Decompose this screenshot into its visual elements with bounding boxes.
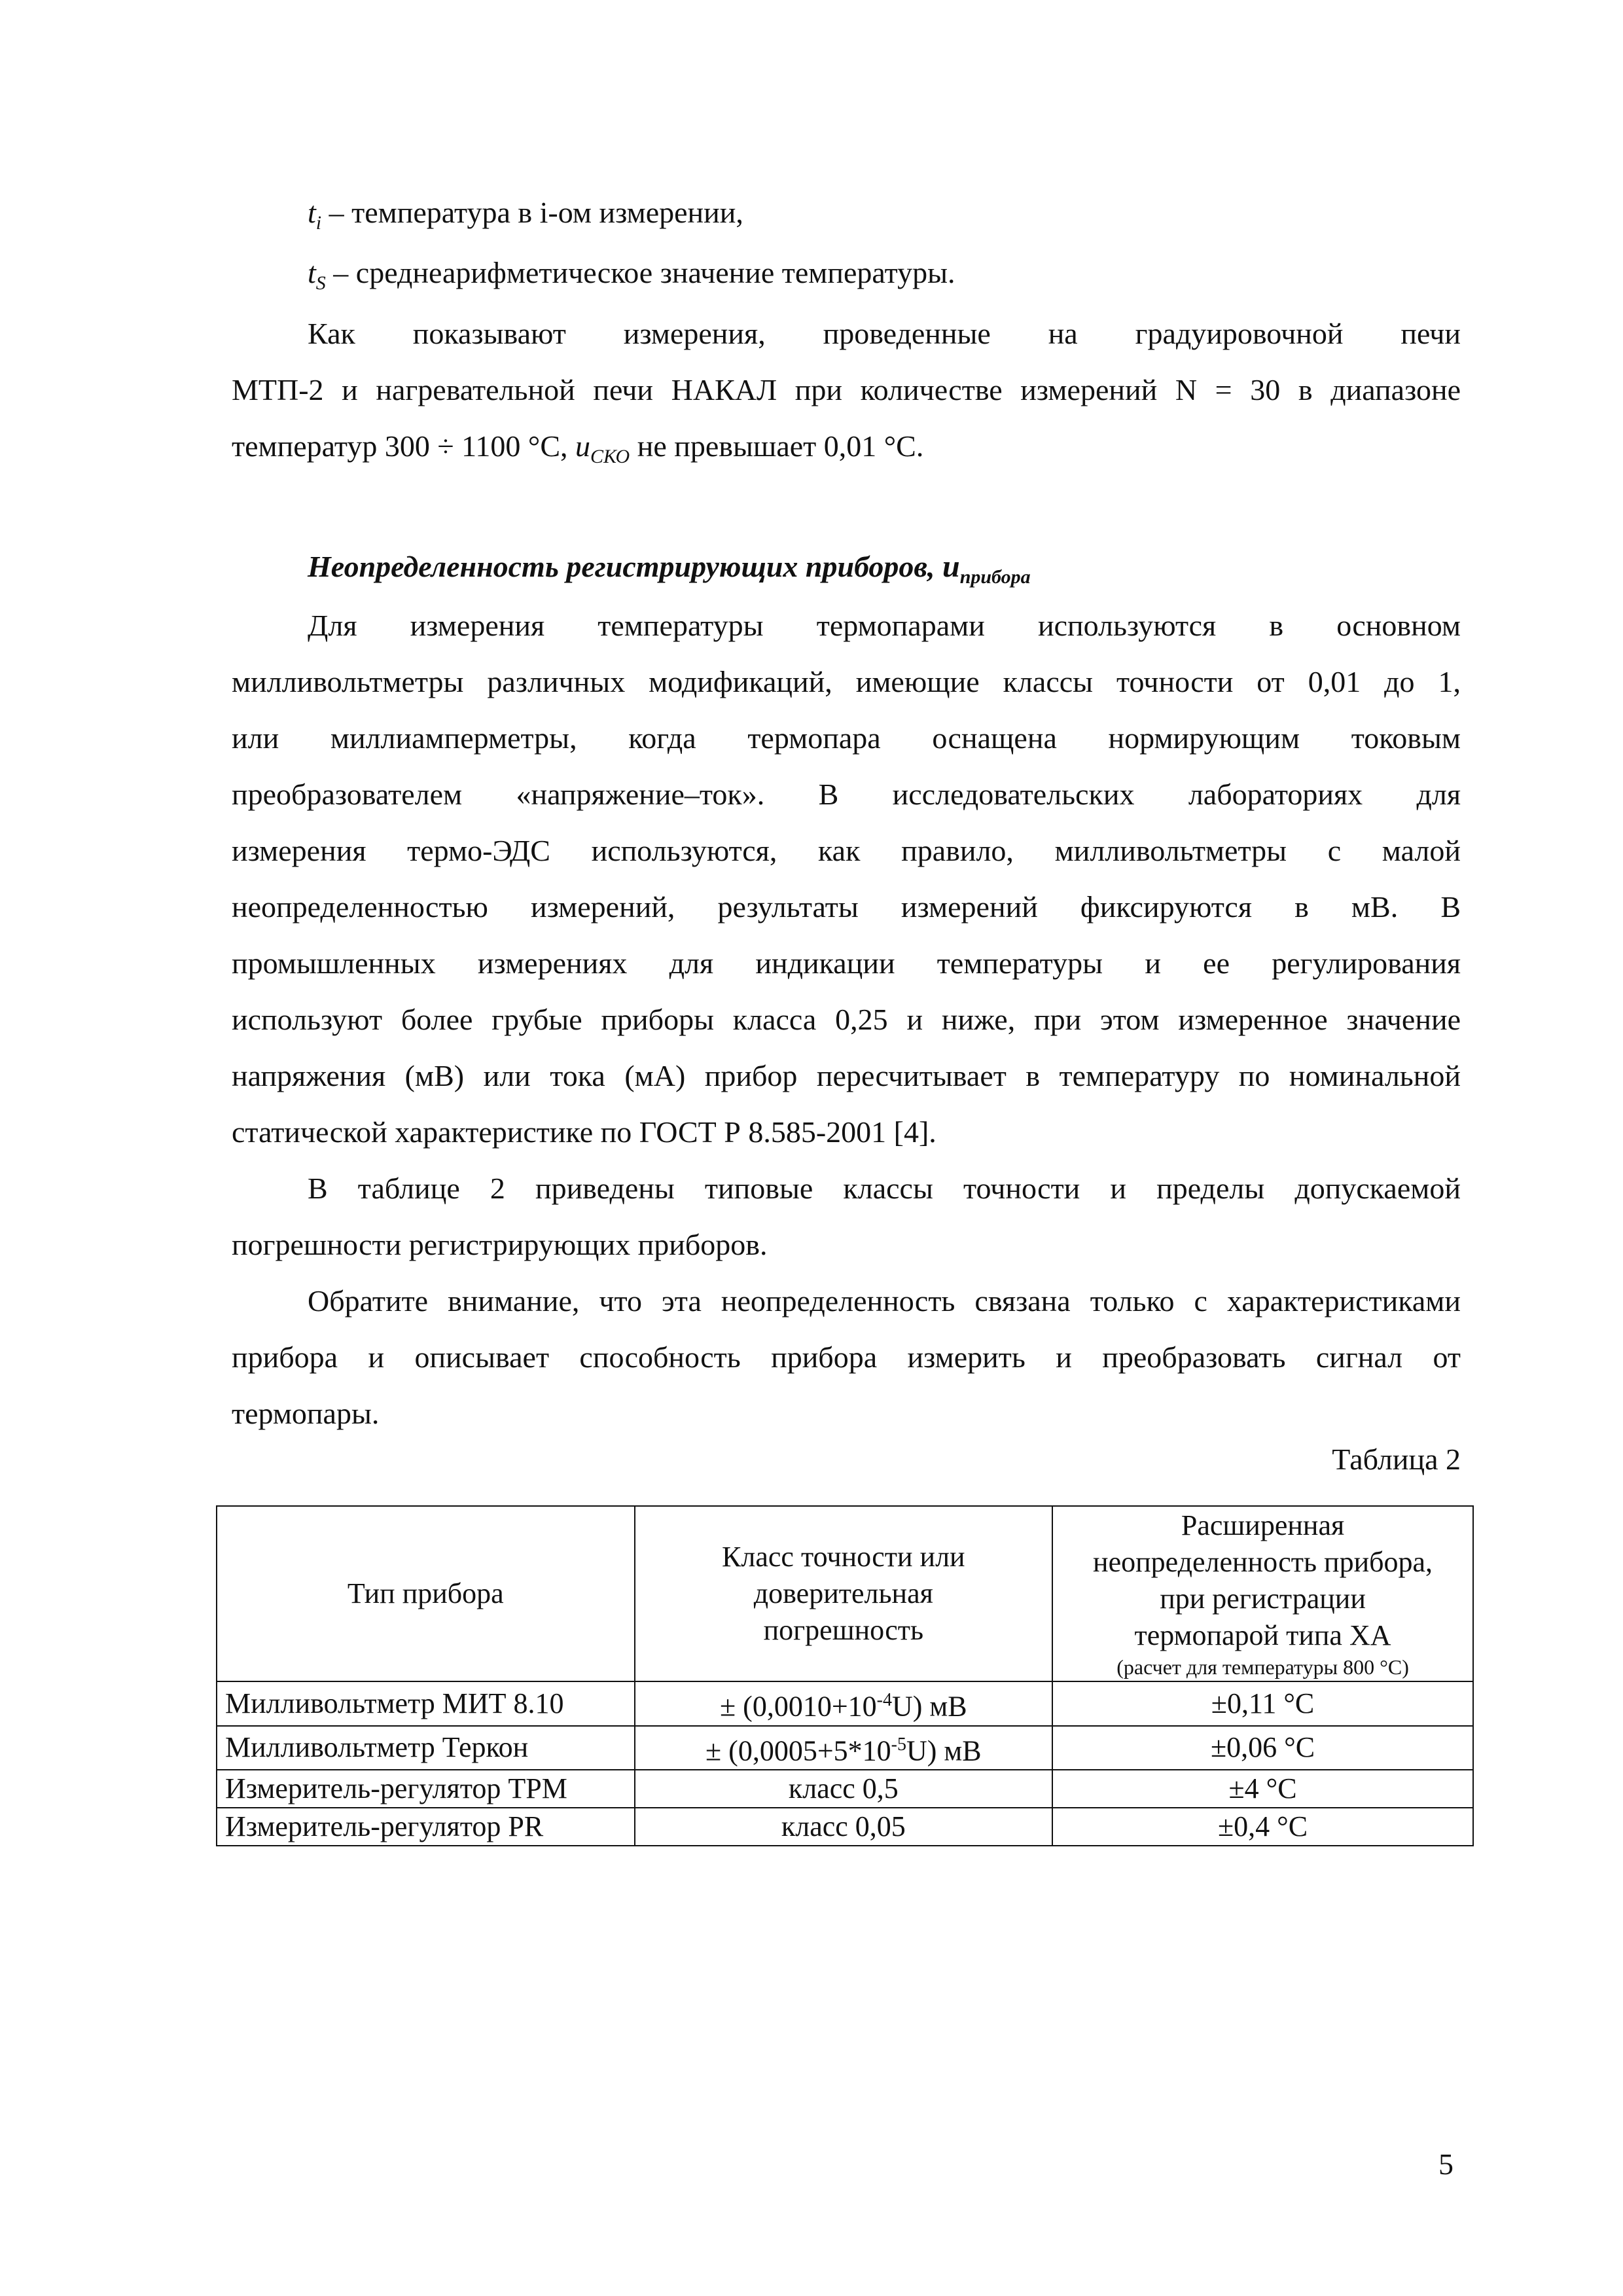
symbol: t <box>308 256 316 289</box>
cell-accuracy <box>635 1726 1053 1770</box>
definition-ts <box>308 253 955 293</box>
page-number: 5 <box>1438 2147 1454 2181</box>
paragraph-line: используют более грубые приборы класса 0,25 и ниже, при этом измеренное значение <box>232 1003 1461 1036</box>
header-line: Расширенная <box>1181 1509 1345 1541</box>
accuracy-exponent: -5 <box>891 1734 906 1755</box>
paragraph-line: МТП-2 и нагревательной печи НАКАЛ при количестве измерений N = 30 в диапазоне <box>232 373 1461 406</box>
symbol: u <box>575 429 591 463</box>
cell-uncertainty: ±4 °С <box>1052 1770 1473 1808</box>
symbol-sub: СКО <box>590 446 630 467</box>
cell-uncertainty: ±0,4 °С <box>1052 1808 1473 1846</box>
header-line: погрешность <box>763 1614 924 1646</box>
paragraph-line: промышленных измерениях для индикации температуры и ее регулирования <box>232 946 1461 980</box>
heading-text: Неопределенность регистрирующих приборов, <box>308 550 942 583</box>
table-row <box>217 1681 1473 1726</box>
paragraph-line: неопределенностью измерений, результаты измерений фиксируются в мВ. В <box>232 890 1461 924</box>
heading-symbol-sub: прибора <box>959 566 1031 588</box>
cell-accuracy: класс 0,5 <box>635 1770 1053 1808</box>
header-note: (расчет для температуры 800 °С) <box>1116 1655 1409 1679</box>
paragraph-line: термопары. <box>232 1397 380 1430</box>
heading-symbol: u <box>942 549 960 584</box>
symbol-sub: i <box>315 212 322 234</box>
text: температур 300 ÷ 1100 °С, <box>232 429 576 463</box>
definition-text: – среднеарифметическое значение температуры. <box>325 256 955 289</box>
cell-device: Измеритель-регулятор PR <box>217 1808 635 1846</box>
accuracy-table <box>216 1505 1474 1846</box>
paragraph-line: преобразователем «напряжение–ток». В исследовательских лабораториях для <box>232 778 1461 811</box>
header-line: термопарой типа ХА <box>1134 1619 1391 1651</box>
cell-device: Милливольтметр Теркон <box>217 1726 635 1770</box>
paragraph-line: милливольтметры различных модификаций, имеющие классы точности от 0,01 до 1, <box>232 665 1461 698</box>
cell-uncertainty: ±0,06 °С <box>1052 1726 1473 1770</box>
header-line: доверительная <box>753 1577 933 1609</box>
cell-uncertainty: ±0,11 °С <box>1052 1681 1473 1726</box>
paragraph-line: или миллиамперметры, когда термопара оснащена нормирующим токовым <box>232 721 1461 755</box>
paragraph-line: напряжения (мВ) или тока (мА) прибор пересчитывает в температуру по номинальной <box>232 1059 1461 1092</box>
paragraph-line: В таблице 2 приведены типовые классы точности и пределы допускаемой <box>308 1172 1461 1205</box>
table-caption: Таблица 2 <box>1332 1443 1461 1476</box>
table-header-row <box>217 1506 1473 1681</box>
accuracy-text: ± (0,0005+5*10 <box>705 1734 891 1767</box>
table-row <box>217 1808 1473 1846</box>
header-line: при регистрации <box>1160 1583 1366 1615</box>
accuracy-text: U) мВ <box>906 1734 982 1767</box>
accuracy-text: U) мВ <box>891 1690 967 1723</box>
header-line: Класс точности или <box>722 1541 965 1573</box>
paragraph-line <box>232 427 923 466</box>
paragraph-line: Обратите внимание, что эта неопределенность связана только с характеристиками <box>308 1284 1461 1318</box>
cell-accuracy: класс 0,05 <box>635 1808 1053 1846</box>
accuracy-exponent: -4 <box>876 1690 892 1710</box>
table-row <box>217 1726 1473 1770</box>
paragraph-line: измерения термо-ЭДС используются, как правило, милливольтметры с малой <box>232 834 1461 867</box>
paragraph-line: погрешности регистрирующих приборов. <box>232 1228 768 1261</box>
symbol: t <box>308 196 316 229</box>
paragraph-line: Для измерения температуры термопарами используются в основном <box>308 609 1461 642</box>
paragraph-line: Как показывают измерения, проведенные на градуировочной печи <box>308 317 1461 350</box>
cell-device: Измеритель-регулятор ТРМ <box>217 1770 635 1808</box>
cell-accuracy <box>635 1681 1053 1726</box>
cell-device: Милливольтметр МИТ 8.10 <box>217 1681 635 1726</box>
header-device-type: Тип прибора <box>217 1506 635 1681</box>
text: не превышает 0,01 °С. <box>630 429 924 463</box>
symbol-sub: S <box>315 272 326 294</box>
paragraph-line: статической характеристике по ГОСТ Р 8.585-2001 [4]. <box>232 1115 936 1149</box>
paragraph-line: прибора и описывает способность прибора измерить и преобразовать сигнал от <box>232 1340 1461 1374</box>
section-heading <box>308 547 1031 586</box>
accuracy-text: ± (0,0010+10 <box>720 1690 877 1723</box>
header-accuracy-class <box>635 1506 1053 1681</box>
definition-text: – температура в i-ом измерении, <box>321 196 743 229</box>
definition-ti <box>308 193 743 232</box>
table-row <box>217 1770 1473 1808</box>
header-expanded-uncertainty <box>1052 1506 1473 1681</box>
header-line: неопределенность прибора, <box>1093 1546 1433 1578</box>
